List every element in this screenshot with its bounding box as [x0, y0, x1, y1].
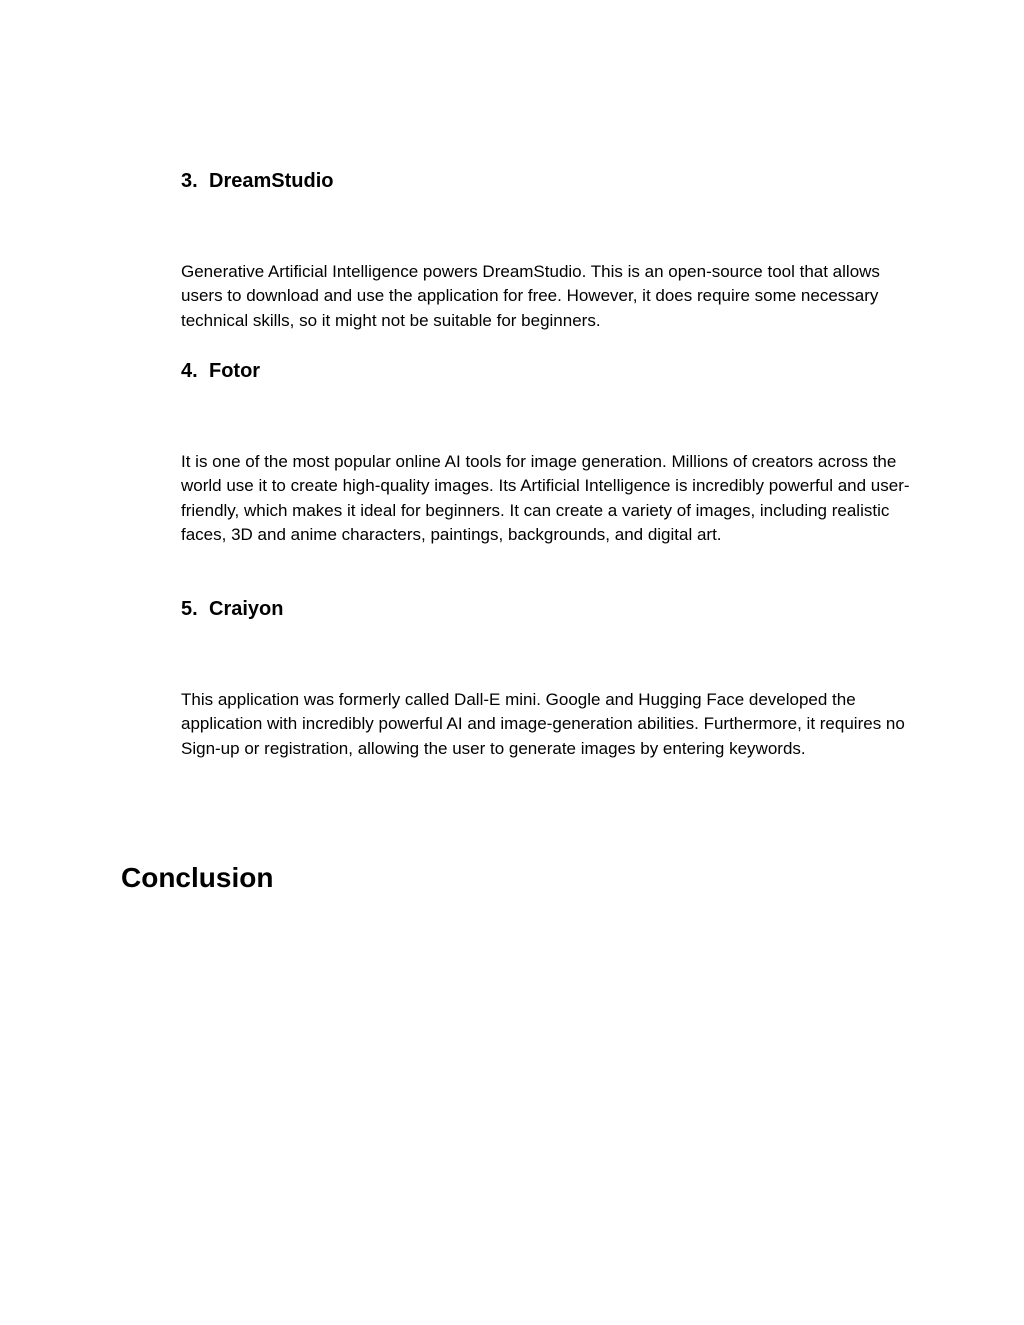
section-heading-craiyon: [181, 597, 283, 621]
section-paragraph-craiyon: This application was formerly called Dall-E mini. Google and Hugging Face developed the application with incredibly powerful AI and image-generation abilities. Furthermore, it requires no Sign-up or registration, allowing the user to generate images by entering keywords.: [181, 690, 905, 758]
section-title: Craiyon: [209, 598, 284, 620]
section-number: 4.: [181, 360, 198, 382]
section-number: 5.: [181, 598, 198, 620]
section-title: DreamStudio: [209, 170, 334, 192]
section-paragraph-dreamstudio: Generative Artificial Intelligence powers DreamStudio. This is an open-source tool that allows users to download and use the application for free. However, it does require some necessary technical skills, so it might not be suitable for beginners.: [181, 262, 880, 330]
section-heading-fotor: [181, 359, 260, 383]
section-paragraph-fotor: It is one of the most popular online AI tools for image generation. Millions of creators across the world use it to create high-quality images. Its Artificial Intelligence is incredibly powerful and user-friendly, which makes it ideal for beginners. It can create a variety of images, including realistic faces, 3D and anime characters, paintings, backgrounds, and digital art.: [181, 452, 910, 544]
section-heading-dreamstudio: [181, 169, 333, 193]
section-title: Fotor: [209, 360, 261, 382]
conclusion-heading: Conclusion: [121, 862, 274, 893]
section-number: 3.: [181, 170, 198, 192]
